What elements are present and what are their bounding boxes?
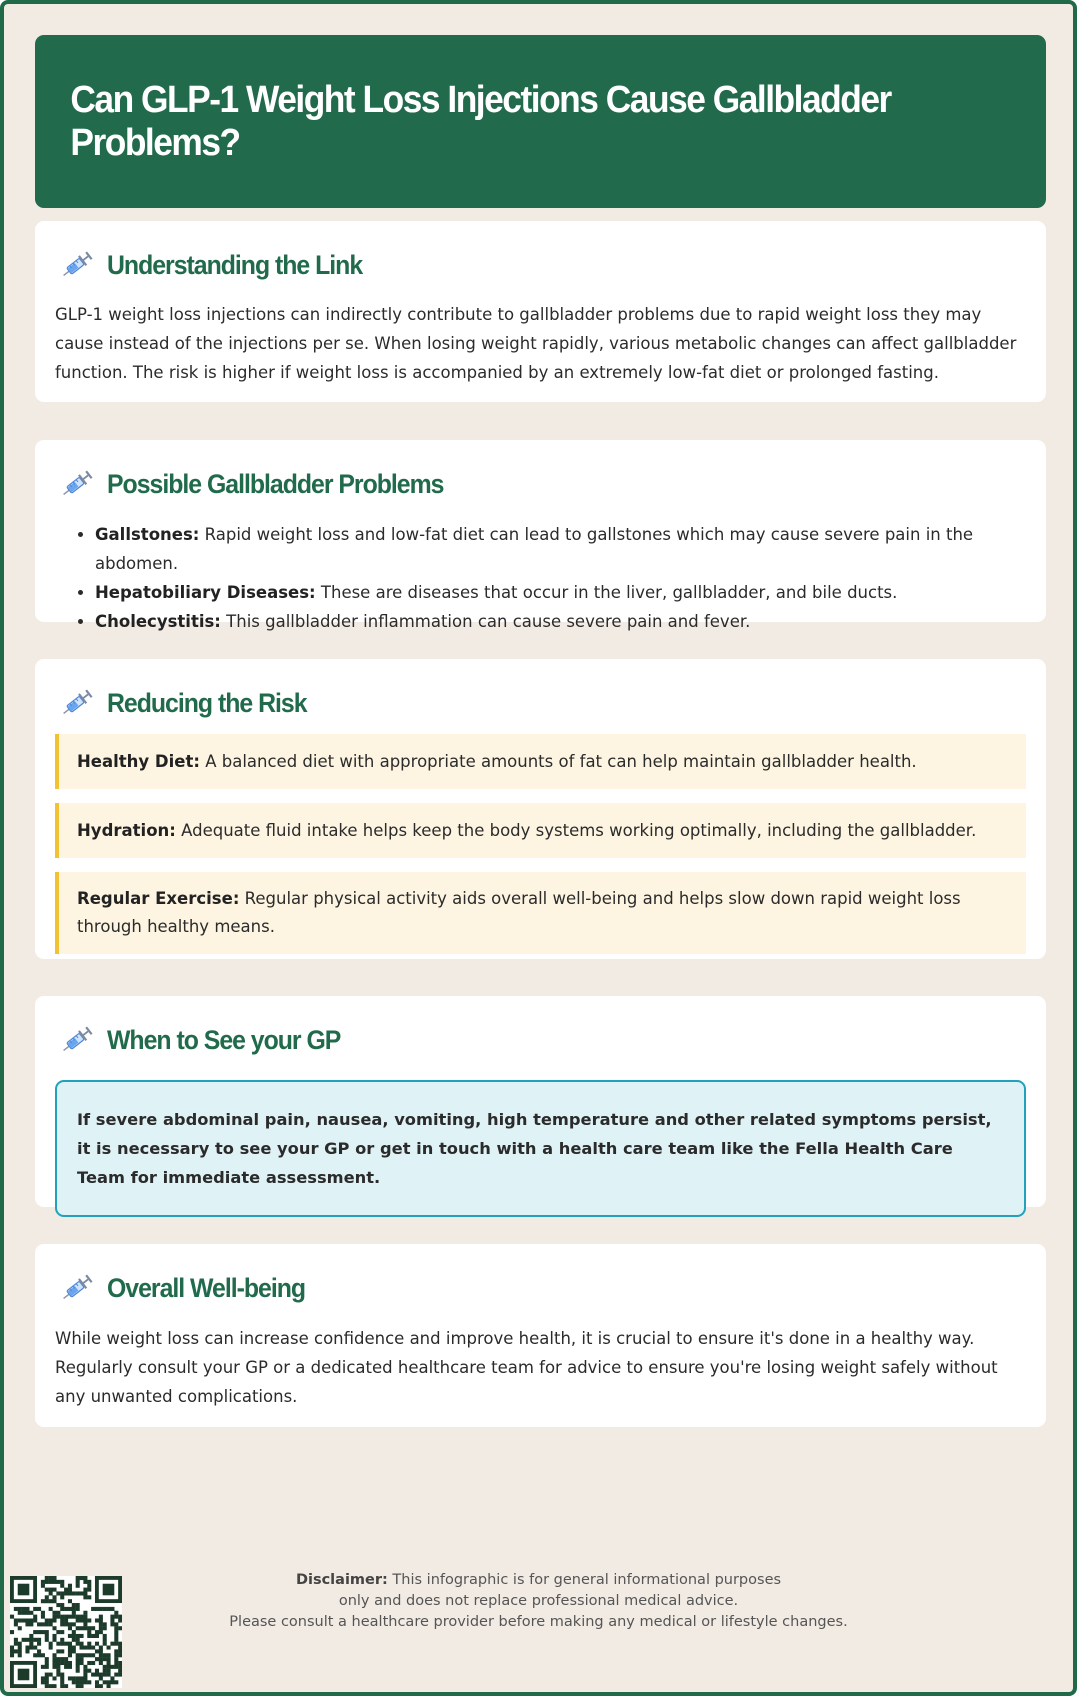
section-see-gp: [35, 996, 1046, 1207]
list-item-text: These are diseases that occur in the liver, gallbladder, and bile ducts.: [315, 583, 898, 602]
syringe-icon: [59, 469, 95, 499]
section-heading: Reducing the Risk: [107, 687, 307, 718]
disclaimer-label: Disclaimer:: [295, 1572, 388, 1588]
list-item-text: This gallbladder inflammation can cause severe pain and fever.: [220, 612, 751, 631]
problems-list: [55, 520, 1026, 636]
disclaimer-line: This infographic is for general informational purposes: [387, 1572, 782, 1588]
section-heading: Overall Well-being: [107, 1272, 306, 1303]
list-item-text: Rapid weight loss and low-fat diet can lead to gallstones which may cause severe pain in the abdomen.: [95, 525, 974, 573]
list-item: [95, 578, 1026, 607]
list-item-term: Cholecystitis:: [95, 612, 221, 631]
list-item-term: Hepatobiliary Diseases:: [95, 583, 316, 602]
tip-hydration: [55, 803, 1026, 858]
section-reducing-risk: [35, 659, 1046, 959]
disclaimer-line: Please consult a healthcare provider before making any medical or lifestyle changes.: [229, 1614, 848, 1630]
tip-text: Regular physical activity aids overall well-being and helps slow down rapid weight loss through healthy means.: [77, 889, 961, 936]
syringe-icon: [59, 250, 95, 280]
section-overall-wellbeing: [35, 1244, 1046, 1427]
gp-alert-box: [55, 1080, 1026, 1217]
tip-term: Healthy Diet:: [77, 751, 200, 771]
section-text: While weight loss can increase confidence and improve health, it is crucial to ensure it's done in a healthy way. Regularly consult your GP or a dedicated healthcare team for advice to ensure you're losing weight safely without any unwanted complications.: [55, 1329, 998, 1406]
page-title: Can GLP-1 Weight Loss Injections Cause Gallbladder Problems?: [70, 78, 891, 164]
tip-text: Adequate fluid intake helps keep the body systems working optimally, including the gallbladder.: [175, 820, 977, 840]
syringe-icon: [59, 688, 95, 718]
list-item: [95, 607, 1026, 636]
section-heading: When to See your GP: [107, 1024, 341, 1055]
list-item: [95, 520, 1026, 578]
list-item-term: Gallstones:: [95, 525, 200, 544]
section-text: GLP-1 weight loss injections can indirectly contribute to gallbladder problems due to rapid weight loss they may cause instead of the injections per se. When losing weight rapidly, various metabolic changes can affect gallbladder function. The risk is higher if weight loss is accompanied by an extremely low-fat diet or prolonged fasting.: [55, 305, 1017, 382]
tip-term: Regular Exercise:: [77, 889, 240, 908]
syringe-icon: [59, 1273, 95, 1303]
section-gallbladder-problems: [35, 440, 1046, 631]
syringe-icon: [59, 1025, 95, 1055]
section-understanding-link: [35, 221, 1046, 402]
tip-term: Hydration:: [77, 820, 176, 840]
qr-code-icon[interactable]: [10, 1576, 122, 1688]
tip-text: A balanced diet with appropriate amounts of fat can help maintain gallbladder health.: [199, 751, 917, 771]
title-banner: [35, 35, 1046, 208]
gp-alert-text: If severe abdominal pain, nausea, vomiting, high temperature and other related symptoms persist, it is necessary to see your GP or get in touch with a health care team like the Fella Health Care Team for immediate assessment.: [77, 1110, 992, 1187]
tip-healthy-diet: [55, 734, 1026, 789]
section-heading: Possible Gallbladder Problems: [107, 468, 444, 499]
section-heading: Understanding the Link: [107, 249, 363, 280]
disclaimer-line: only and does not replace professional medical advice.: [338, 1593, 739, 1609]
tip-regular-exercise: [55, 872, 1026, 954]
disclaimer: [4, 1570, 1073, 1633]
